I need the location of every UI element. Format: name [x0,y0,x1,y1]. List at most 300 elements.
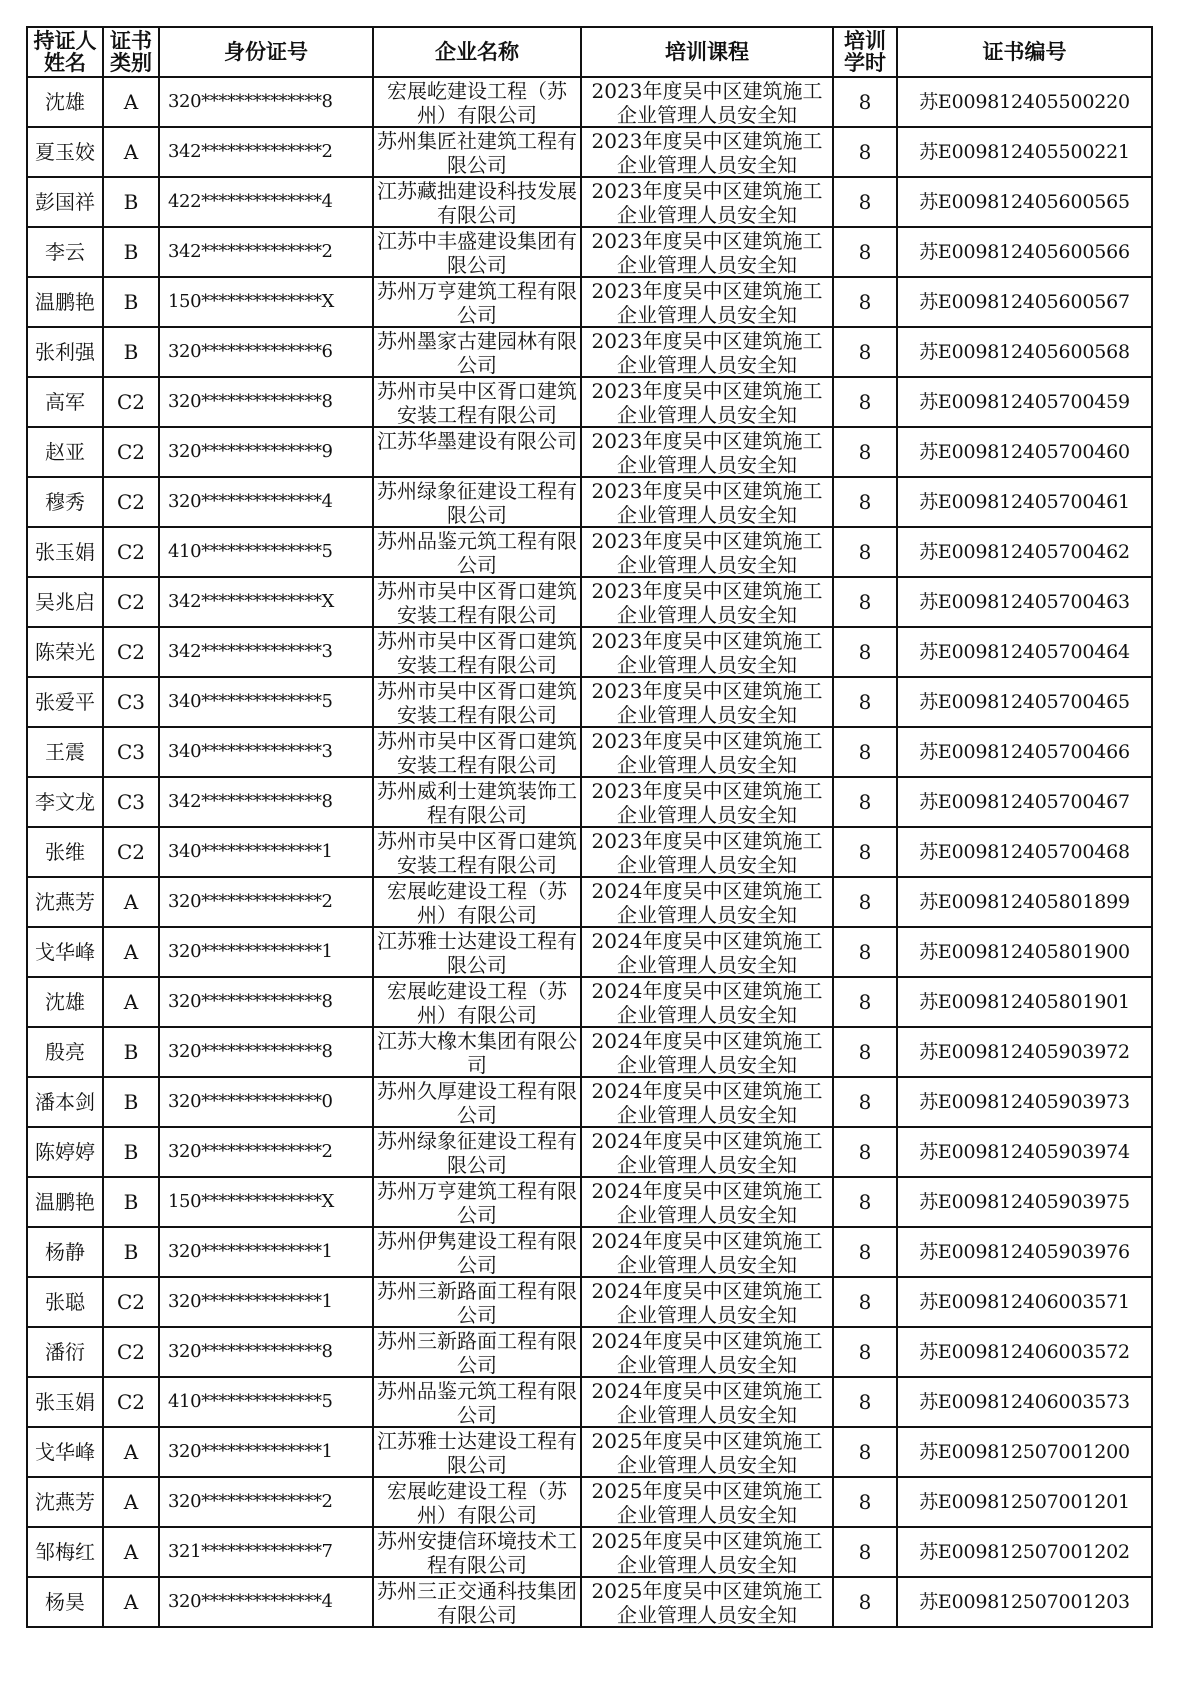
table-row [27,527,1152,577]
training-course-cell-text: 2024年度吴中区建筑施工企业管理人员安全知 [591,1279,823,1325]
training-hours-cell: 8 [833,1577,897,1627]
table-row [27,277,1152,327]
table-row [27,327,1152,377]
training-hours-cell: 8 [833,677,897,727]
cert-type-cell: C2 [103,527,159,577]
training-course-cell-text: 2023年度吴中区建筑施工企业管理人员安全知 [591,779,823,825]
training-course-cell [581,227,833,277]
company-name-cell-text: 苏州市吴中区胥口建筑安装工程有限公司 [377,379,577,425]
training-hours-cell: 8 [833,827,897,877]
header-holder-name: 持证人姓名 [27,27,103,77]
company-name-cell-text: 苏州三新路面工程有限公司 [377,1279,577,1325]
id-number-cell: 342**************3 [159,627,373,677]
id-number-cell: 320**************8 [159,1327,373,1377]
id-number-cell: 320**************1 [159,1277,373,1327]
training-course-cell-text: 2024年度吴中区建筑施工企业管理人员安全知 [591,979,823,1025]
company-name-cell-text: 苏州绿象征建设工程有限公司 [377,1129,577,1175]
id-number-cell: 340**************1 [159,827,373,877]
id-number-cell: 320**************6 [159,327,373,377]
cert-type-cell: C2 [103,627,159,677]
cert-number-cell: 苏E009812405700466 [897,727,1152,777]
training-hours-cell: 8 [833,877,897,927]
training-course-cell [581,877,833,927]
training-hours-cell: 8 [833,577,897,627]
cert-type-cell: C3 [103,677,159,727]
company-name-cell-text: 苏州久厚建设工程有限公司 [377,1079,577,1125]
id-number-cell: 320**************1 [159,1427,373,1477]
holder-name-cell: 杨静 [27,1227,103,1277]
training-course-cell-text: 2024年度吴中区建筑施工企业管理人员安全知 [591,929,823,975]
company-name-cell-text: 苏州市吴中区胥口建筑安装工程有限公司 [377,829,577,875]
training-course-cell [581,527,833,577]
training-course-cell-text: 2024年度吴中区建筑施工企业管理人员安全知 [591,1029,823,1075]
cert-type-cell: B [103,1027,159,1077]
company-name-cell-text: 苏州市吴中区胥口建筑安装工程有限公司 [377,729,577,775]
training-course-cell-text: 2023年度吴中区建筑施工企业管理人员安全知 [591,79,823,125]
table-row [27,377,1152,427]
cert-type-cell: B [103,1077,159,1127]
certificate-roster-sheet [26,26,1151,1628]
holder-name-cell: 陈荣光 [27,627,103,677]
cert-number-cell: 苏E009812405700463 [897,577,1152,627]
training-hours-cell: 8 [833,1477,897,1527]
holder-name-cell: 沈燕芳 [27,877,103,927]
header-company-name: 企业名称 [373,27,581,77]
training-hours-cell: 8 [833,727,897,777]
company-name-cell-text: 苏州市吴中区胥口建筑安装工程有限公司 [377,629,577,675]
company-name-cell [373,1477,581,1527]
training-course-cell-text: 2025年度吴中区建筑施工企业管理人员安全知 [591,1579,823,1625]
training-hours-cell: 8 [833,427,897,477]
training-hours-cell: 8 [833,1077,897,1127]
training-course-cell [581,277,833,327]
holder-name-cell: 沈燕芳 [27,1477,103,1527]
id-number-cell: 410**************5 [159,527,373,577]
company-name-cell [373,1527,581,1577]
table-row [27,577,1152,627]
holder-name-cell: 潘衍 [27,1327,103,1377]
table-row [27,1577,1152,1627]
training-hours-cell: 8 [833,177,897,227]
id-number-cell: 342**************2 [159,127,373,177]
id-number-cell: 320**************2 [159,877,373,927]
company-name-cell-text: 苏州万亨建筑工程有限公司 [377,1179,577,1225]
company-name-cell [373,477,581,527]
training-course-cell [581,1427,833,1477]
cert-number-cell: 苏E009812405700464 [897,627,1152,677]
header-row [27,27,1152,77]
cert-number-cell: 苏E009812406003571 [897,1277,1152,1327]
training-course-cell [581,577,833,627]
company-name-cell-text: 宏展屹建设工程（苏州）有限公司 [387,979,567,1025]
training-hours-cell: 8 [833,1377,897,1427]
cert-type-cell: B [103,1177,159,1227]
header-cert-type: 证书类别 [103,27,159,77]
training-hours-cell: 8 [833,527,897,577]
cert-number-cell: 苏E009812405801899 [897,877,1152,927]
id-number-cell: 340**************5 [159,677,373,727]
training-course-cell-text: 2023年度吴中区建筑施工企业管理人员安全知 [591,529,823,575]
cert-type-cell: A [103,977,159,1027]
company-name-cell [373,827,581,877]
id-number-cell: 342**************8 [159,777,373,827]
cert-type-cell: B [103,227,159,277]
cert-number-cell: 苏E009812507001202 [897,1527,1152,1577]
training-hours-cell: 8 [833,1177,897,1227]
company-name-cell [373,327,581,377]
training-hours-cell: 8 [833,1427,897,1477]
holder-name-cell: 温鹏艳 [27,1177,103,1227]
training-hours-cell: 8 [833,977,897,1027]
training-course-cell-text: 2025年度吴中区建筑施工企业管理人员安全知 [591,1429,823,1475]
table-row [27,827,1152,877]
table-row [27,927,1152,977]
company-name-cell [373,1277,581,1327]
table-row [27,1277,1152,1327]
training-course-cell-text: 2023年度吴中区建筑施工企业管理人员安全知 [591,379,823,425]
company-name-cell-text: 苏州三新路面工程有限公司 [377,1329,577,1375]
header-training-course: 培训课程 [581,27,833,77]
training-course-cell [581,1477,833,1527]
training-course-cell-text: 2024年度吴中区建筑施工企业管理人员安全知 [591,1129,823,1175]
cert-type-cell: C3 [103,727,159,777]
training-course-cell [581,1177,833,1227]
cert-type-cell: C2 [103,1377,159,1427]
cert-type-cell: B [103,1227,159,1277]
training-course-cell [581,177,833,227]
holder-name-cell: 张聪 [27,1277,103,1327]
header-cert-number: 证书编号 [897,27,1152,77]
cert-type-cell: C2 [103,827,159,877]
company-name-cell-text: 江苏雅士达建设工程有限公司 [377,1429,577,1475]
cert-number-cell: 苏E009812405903972 [897,1027,1152,1077]
table-row [27,1377,1152,1427]
cert-number-cell: 苏E009812406003573 [897,1377,1152,1427]
id-number-cell: 320**************4 [159,1577,373,1627]
cert-number-cell: 苏E009812405700468 [897,827,1152,877]
table-row [27,727,1152,777]
holder-name-cell: 高军 [27,377,103,427]
table-row [27,677,1152,727]
id-number-cell: 321**************7 [159,1527,373,1577]
company-name-cell [373,977,581,1027]
holder-name-cell: 戈华峰 [27,1427,103,1477]
training-course-cell [581,1327,833,1377]
company-name-cell-text: 江苏华墨建设有限公司 [377,429,577,453]
holder-name-cell: 杨昊 [27,1577,103,1627]
company-name-cell [373,1577,581,1627]
holder-name-cell: 李云 [27,227,103,277]
cert-number-cell: 苏E009812405700460 [897,427,1152,477]
cert-type-cell: C2 [103,1277,159,1327]
id-number-cell: 320**************0 [159,1077,373,1127]
cert-type-cell: A [103,1477,159,1527]
company-name-cell-text: 江苏大橡木集团有限公司 [377,1029,577,1075]
company-name-cell [373,727,581,777]
training-course-cell [581,127,833,177]
training-course-cell [581,1377,833,1427]
company-name-cell-text: 江苏雅士达建设工程有限公司 [377,929,577,975]
cert-number-cell: 苏E009812405903976 [897,1227,1152,1277]
holder-name-cell: 潘本剑 [27,1077,103,1127]
training-course-cell [581,1027,833,1077]
training-hours-cell: 8 [833,1277,897,1327]
id-number-cell: 422**************4 [159,177,373,227]
table-row [27,1027,1152,1077]
training-course-cell-text: 2024年度吴中区建筑施工企业管理人员安全知 [591,1379,823,1425]
company-name-cell [373,377,581,427]
cert-number-cell: 苏E009812405903975 [897,1177,1152,1227]
cert-type-cell: B [103,1127,159,1177]
training-course-cell [581,327,833,377]
cert-number-cell: 苏E009812405700465 [897,677,1152,727]
training-course-cell [581,1127,833,1177]
company-name-cell-text: 江苏中丰盛建设集团有限公司 [377,229,577,275]
training-hours-cell: 8 [833,1127,897,1177]
holder-name-cell: 王震 [27,727,103,777]
holder-name-cell: 陈婷婷 [27,1127,103,1177]
training-course-cell-text: 2023年度吴中区建筑施工企业管理人员安全知 [591,479,823,525]
table-row [27,227,1152,277]
training-hours-cell: 8 [833,1527,897,1577]
holder-name-cell: 赵亚 [27,427,103,477]
table-row [27,427,1152,477]
training-hours-cell: 8 [833,1227,897,1277]
id-number-cell: 320**************1 [159,927,373,977]
company-name-cell-text: 宏展屹建设工程（苏州）有限公司 [387,1479,567,1525]
id-number-cell: 320**************4 [159,477,373,527]
company-name-cell [373,1227,581,1277]
training-hours-cell: 8 [833,1327,897,1377]
cert-type-cell: C2 [103,577,159,627]
company-name-cell [373,927,581,977]
table-row [27,1127,1152,1177]
certificate-roster-table [26,26,1153,1628]
cert-number-cell: 苏E009812406003572 [897,1327,1152,1377]
training-course-cell-text: 2023年度吴中区建筑施工企业管理人员安全知 [591,429,823,475]
cert-number-cell: 苏E009812405903973 [897,1077,1152,1127]
company-name-cell-text: 苏州品鉴元筑工程有限公司 [377,529,577,575]
training-course-cell [581,1527,833,1577]
cert-number-cell: 苏E009812405801900 [897,927,1152,977]
company-name-cell [373,1027,581,1077]
id-number-cell: 320**************9 [159,427,373,477]
id-number-cell: 320**************2 [159,1127,373,1177]
id-number-cell: 320**************8 [159,77,373,127]
holder-name-cell: 彭国祥 [27,177,103,227]
cert-type-cell: A [103,127,159,177]
holder-name-cell: 张玉娟 [27,527,103,577]
cert-type-cell: B [103,277,159,327]
training-course-cell [581,1577,833,1627]
company-name-cell [373,1427,581,1477]
company-name-cell [373,1177,581,1227]
training-hours-cell: 8 [833,627,897,677]
cert-number-cell: 苏E009812405600565 [897,177,1152,227]
id-number-cell: 340**************3 [159,727,373,777]
company-name-cell-text: 宏展屹建设工程（苏州）有限公司 [387,879,567,925]
id-number-cell: 410**************5 [159,1377,373,1427]
training-course-cell [581,977,833,1027]
cert-number-cell: 苏E009812405500220 [897,77,1152,127]
company-name-cell [373,1127,581,1177]
company-name-cell-text: 苏州三正交通科技集团有限公司 [377,1579,577,1625]
company-name-cell-text: 宏展屹建设工程（苏州）有限公司 [387,79,567,125]
company-name-cell [373,227,581,277]
cert-type-cell: C2 [103,477,159,527]
company-name-cell-text: 苏州市吴中区胥口建筑安装工程有限公司 [377,679,577,725]
training-course-cell [581,1277,833,1327]
cert-number-cell: 苏E009812405700467 [897,777,1152,827]
cert-number-cell: 苏E009812405600568 [897,327,1152,377]
id-number-cell: 342**************X [159,577,373,627]
table-row [27,127,1152,177]
training-hours-cell: 8 [833,327,897,377]
company-name-cell [373,1077,581,1127]
cert-number-cell: 苏E009812405600567 [897,277,1152,327]
training-course-cell [581,427,833,477]
holder-name-cell: 穆秀 [27,477,103,527]
holder-name-cell: 夏玉姣 [27,127,103,177]
training-course-cell-text: 2023年度吴中区建筑施工企业管理人员安全知 [591,829,823,875]
training-course-cell-text: 2023年度吴中区建筑施工企业管理人员安全知 [591,579,823,625]
id-number-cell: 150**************X [159,277,373,327]
training-course-cell [581,1227,833,1277]
holder-name-cell: 殷亮 [27,1027,103,1077]
training-hours-cell: 8 [833,277,897,327]
id-number-cell: 320**************8 [159,1027,373,1077]
cert-type-cell: A [103,77,159,127]
company-name-cell-text: 苏州集匠社建筑工程有限公司 [377,129,577,175]
cert-type-cell: C2 [103,1327,159,1377]
cert-number-cell: 苏E009812405700459 [897,377,1152,427]
training-course-cell-text: 2024年度吴中区建筑施工企业管理人员安全知 [591,1179,823,1225]
holder-name-cell: 张玉娟 [27,1377,103,1427]
table-row [27,1477,1152,1527]
cert-type-cell: C2 [103,427,159,477]
cert-type-cell: C3 [103,777,159,827]
holder-name-cell: 张爱平 [27,677,103,727]
holder-name-cell: 邹梅红 [27,1527,103,1577]
company-name-cell [373,277,581,327]
training-hours-cell: 8 [833,1027,897,1077]
id-number-cell: 320**************1 [159,1227,373,1277]
cert-number-cell: 苏E009812405801901 [897,977,1152,1027]
table-row [27,1527,1152,1577]
cert-type-cell: C2 [103,377,159,427]
cert-type-cell: A [103,1577,159,1627]
training-course-cell [581,727,833,777]
training-course-cell-text: 2024年度吴中区建筑施工企业管理人员安全知 [591,1079,823,1125]
training-course-cell-text: 2024年度吴中区建筑施工企业管理人员安全知 [591,1329,823,1375]
header-training-hours: 培训学时 [833,27,897,77]
holder-name-cell: 张利强 [27,327,103,377]
company-name-cell [373,577,581,627]
company-name-cell [373,427,581,477]
header-id-number: 身份证号 [159,27,373,77]
cert-type-cell: A [103,927,159,977]
company-name-cell [373,127,581,177]
company-name-cell [373,677,581,727]
cert-number-cell: 苏E009812405903974 [897,1127,1152,1177]
company-name-cell-text: 苏州绿象征建设工程有限公司 [377,479,577,525]
company-name-cell-text: 苏州墨家古建园林有限公司 [377,329,577,375]
training-course-cell-text: 2023年度吴中区建筑施工企业管理人员安全知 [591,629,823,675]
table-row [27,1427,1152,1477]
id-number-cell: 320**************8 [159,377,373,427]
table-row [27,77,1152,127]
training-course-cell-text: 2025年度吴中区建筑施工企业管理人员安全知 [591,1529,823,1575]
company-name-cell-text: 苏州品鉴元筑工程有限公司 [377,1379,577,1425]
cert-number-cell: 苏E009812405700462 [897,527,1152,577]
table-row [27,1177,1152,1227]
holder-name-cell: 沈雄 [27,77,103,127]
company-name-cell-text: 江苏藏拙建设科技发展有限公司 [377,179,577,225]
company-name-cell [373,777,581,827]
table-row [27,977,1152,1027]
training-course-cell-text: 2023年度吴中区建筑施工企业管理人员安全知 [591,229,823,275]
roster-body [27,77,1152,1627]
training-course-cell [581,927,833,977]
company-name-cell [373,77,581,127]
holder-name-cell: 李文龙 [27,777,103,827]
table-row [27,177,1152,227]
table-row [27,627,1152,677]
training-course-cell [581,777,833,827]
company-name-cell [373,177,581,227]
training-course-cell-text: 2023年度吴中区建筑施工企业管理人员安全知 [591,329,823,375]
cert-number-cell: 苏E009812405600566 [897,227,1152,277]
holder-name-cell: 吴兆启 [27,577,103,627]
training-hours-cell: 8 [833,227,897,277]
training-course-cell [581,377,833,427]
id-number-cell: 320**************2 [159,1477,373,1527]
training-course-cell-text: 2024年度吴中区建筑施工企业管理人员安全知 [591,879,823,925]
training-hours-cell: 8 [833,777,897,827]
holder-name-cell: 戈华峰 [27,927,103,977]
table-row [27,877,1152,927]
training-hours-cell: 8 [833,477,897,527]
training-course-cell-text: 2023年度吴中区建筑施工企业管理人员安全知 [591,129,823,175]
id-number-cell: 320**************8 [159,977,373,1027]
training-hours-cell: 8 [833,377,897,427]
cert-type-cell: B [103,177,159,227]
training-course-cell [581,627,833,677]
training-course-cell-text: 2024年度吴中区建筑施工企业管理人员安全知 [591,1229,823,1275]
cert-type-cell: A [103,877,159,927]
company-name-cell-text: 苏州威利士建筑装饰工程有限公司 [377,779,577,825]
training-course-cell-text: 2023年度吴中区建筑施工企业管理人员安全知 [591,179,823,225]
training-hours-cell: 8 [833,127,897,177]
table-row [27,777,1152,827]
cert-number-cell: 苏E009812405700461 [897,477,1152,527]
cert-type-cell: B [103,327,159,377]
table-row [27,477,1152,527]
company-name-cell-text: 苏州伊隽建设工程有限公司 [377,1229,577,1275]
table-row [27,1227,1152,1277]
company-name-cell [373,1377,581,1427]
training-course-cell [581,677,833,727]
company-name-cell-text: 苏州安捷信环境技术工程有限公司 [377,1529,577,1575]
cert-type-cell: A [103,1527,159,1577]
holder-name-cell: 张维 [27,827,103,877]
training-course-cell-text: 2023年度吴中区建筑施工企业管理人员安全知 [591,679,823,725]
id-number-cell: 342**************2 [159,227,373,277]
training-course-cell [581,1077,833,1127]
table-row [27,1077,1152,1127]
training-course-cell-text: 2023年度吴中区建筑施工企业管理人员安全知 [591,279,823,325]
training-course-cell [581,77,833,127]
